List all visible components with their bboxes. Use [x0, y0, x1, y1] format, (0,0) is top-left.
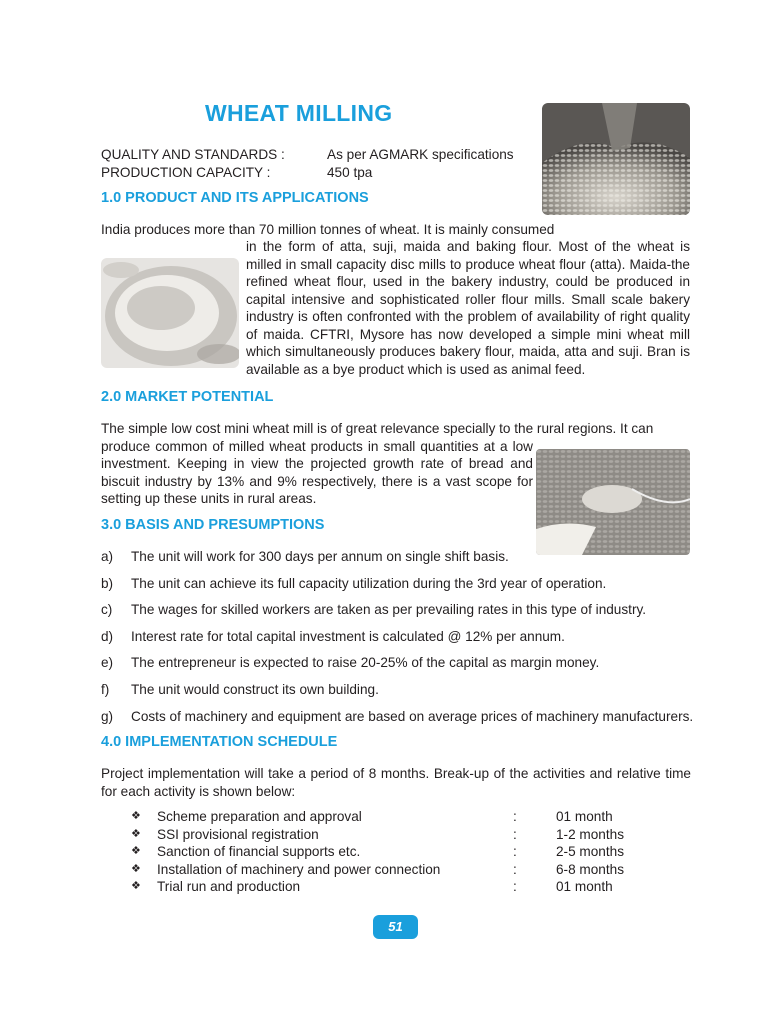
schedule-list	[131, 808, 624, 896]
bullet-icon: ❖	[131, 810, 141, 822]
list-item: b) The unit can achieve its full capacity utilization during the 3rd year of operation.	[101, 575, 607, 591]
list-item: d) Interest rate for total capital investment is calculated @ 12% per annum.	[101, 628, 565, 644]
bullet-icon: ❖	[131, 827, 141, 840]
quality-value: As per AGMARK specifications	[327, 147, 514, 162]
section-heading-schedule: 4.0 IMPLEMENTATION SCHEDULE	[101, 734, 338, 750]
basis-list	[101, 548, 701, 734]
section-heading-basis: 3.0 BASIS AND PRESUMPTIONS	[101, 517, 325, 533]
list-item: g) Costs of machinery and equipment are based on average prices of machinery manufacturers.	[101, 708, 694, 724]
schedule-row: ❖ Sanction of financial supports etc. : 2-5 months	[131, 844, 625, 859]
section-market-body: produce common of milled wheat products in small quantities at a low investment. Keeping in view the projected growth rate of bread and biscuit industry by 13% and 9% respectively, there is a vast scope for setting up these units in rural areas.	[101, 438, 533, 506]
bullet-icon: ❖	[131, 880, 141, 892]
page-title: WHEAT MILLING	[205, 100, 393, 126]
page-number: 51	[373, 915, 418, 939]
schedule-row: ❖ Trial run and production : 01 month	[131, 879, 613, 894]
section-product-line1: India produces more than 70 million tonnes of wheat. It is mainly consumed	[101, 222, 555, 237]
list-item: c) The wages for skilled workers are taken as per prevailing rates in this type of industry.	[101, 602, 647, 618]
quality-label: QUALITY AND STANDARDS :	[101, 147, 285, 162]
bullet-icon: ❖	[131, 862, 141, 875]
section-market-line1: The simple low cost mini wheat mill is of great relevance specially to the rural regions. It can	[101, 421, 654, 436]
capacity-label: PRODUCTION CAPACITY :	[101, 164, 271, 180]
schedule-row: ❖ SSI provisional registration : 1-2 months	[131, 826, 625, 842]
schedule-row: ❖ Scheme preparation and approval : 01 month	[131, 809, 613, 824]
schedule-intro: Project implementation will take a period of 8 months. Break-up of the activities and relative time for each activity is shown below:	[101, 766, 691, 799]
spec-block	[101, 146, 514, 181]
section-product-body: in the form of atta, suji, maida and baking flour. Most of the wheat is milled in small capacity disc mills to produce wheat flour (atta). Maida-the refined wheat flour, used in the bakery industry, could be produced in capital intensive and sophisticated roller flour mills. Small scale bakery industry is often confronted with the problem of availability of right quality of maida. CFTRI, Mysore has now developed a simple mini wheat mill which simultaneously produces bakery flour, maida, atta and suji. Bran is available as a bye product which is used as animal feed.	[246, 239, 690, 377]
section-heading-market: 2.0 MARKET POTENTIAL	[101, 389, 274, 405]
wheat-grain-photo	[542, 103, 690, 215]
list-item: e) The entrepreneur is expected to raise 20-25% of the capital as margin money.	[101, 655, 600, 671]
schedule-row: ❖ Installation of machinery and power connection : 6-8 months	[131, 861, 625, 877]
bullet-icon: ❖	[131, 845, 141, 857]
flour-handling-photo	[536, 449, 690, 555]
list-item: a) The unit will work for 300 days per annum on single shift basis.	[101, 549, 509, 564]
flatbread-photo	[101, 258, 239, 368]
list-item: f) The unit would construct its own building.	[101, 681, 379, 697]
section-heading-product: 1.0 PRODUCT AND ITS APPLICATIONS	[101, 190, 369, 206]
capacity-value: 450 tpa	[327, 164, 373, 180]
